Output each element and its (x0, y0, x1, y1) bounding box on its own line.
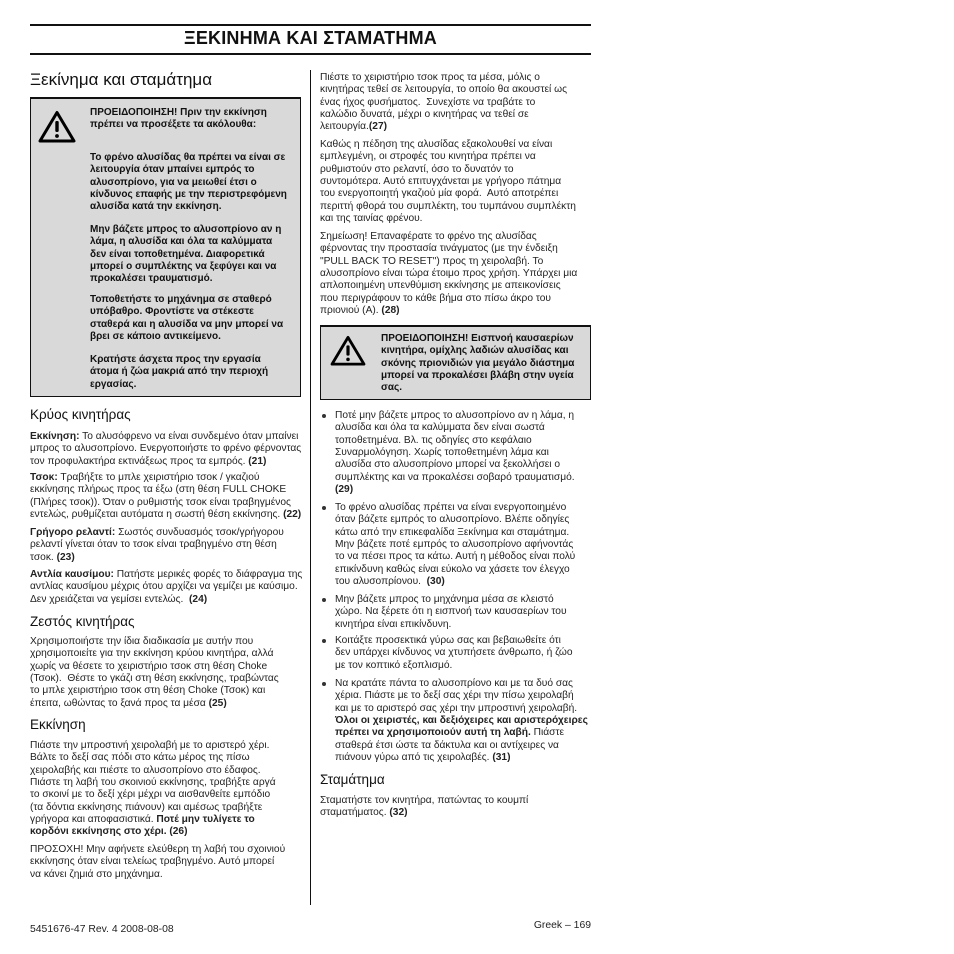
note-paragraph (320, 231, 577, 317)
warning-text: Κρατήστε άσχετα προς την εργασία άτομα ή ζώα μακριά από την περιοχή εργασίας. (90, 354, 269, 390)
list-item-emphasis: Όλοι οι χειριστές, και δεξιόχειρες και αριστερόχειρες πρέπει να χρησιμοποιούν αυτή τη λαβή. (335, 715, 588, 739)
page-title: ΞΕΚΙΝΗΜΑ ΚΑΙ ΣΤΑΜΑΤΗΜΑ (184, 28, 437, 48)
cold-engine-heading: Κρύος κινητήρας (30, 407, 131, 422)
list-item-text: Ποτέ μην βάζετε μπρος το αλυσοπρίονο αν η λάμα, η αλυσίδα και όλα τα καλύμματα δεν είναι σωστά τοποθετημένα. Βλ. τις οδηγίες στο κεφάλαιο Συναρμολόγηση. Χωρίς τοποθετημένη λάμα και αλυσίδα στο αλυσοπρίονο μπορεί να ξεκολλήσει ο συμπλέκτης και να προκαλέσει σοβαρό τραυματισμό. (335, 410, 575, 483)
caution-paragraph: ΠΡΟΣΟΧΗ! Μην αφήνετε ελεύθερη τη λαβή του σχοινιού εκκίνησης όταν είναι τελείως τραβηγμένο. Αυτό μπορεί να κάνει ζημιά στο μηχάνημα. (30, 844, 286, 880)
warm-engine-paragraph (30, 636, 279, 710)
step-label: Γρήγορο ρελαντί: (30, 527, 116, 538)
idle-paragraph: Καθώς η πέδηση της αλυσίδας εξακολουθεί να είναι εμπλεγμένη, οι στροφές του κινητήρα πρέπει να ρυθμιστούν στο ρελαντί, όσο το δυνατόν το συντομότερα. Αυτό επιτυγχάνεται με γρήγορο πάτημα του ενεργοποιητή γκαζιού μία φορά. Αυτό αποτρέπει περιττή φθορά του συμπλέκτη, του τυμπάνου συμπλέκτη και της ταινίας φρένου. (320, 139, 576, 225)
list-item-text: Κοιτάξτε προσεκτικά γύρω σας και βεβαιωθείτε ότι δεν υπάρχει κίνδυνος να χτυπήσετε άνθρωπο, ή ζώο με τον κοπτικό εξοπλισμό. (335, 635, 573, 671)
figure-ref: (27) (368, 121, 388, 133)
figure-ref: (31) (492, 752, 511, 764)
paragraph-text: Χρησιμοποιήστε την ίδια διαδικασία με αυτήν που χρησιμοποιείτε για την εκκίνηση κρύου κινητήρα, αλλά χωρίς να θέσετε το χειριστήριο τσοκ στη θέση Choke (Τσοκ). Θέστε το γκάζι στη θέση εκκίνησης, τραβώντας το μπλε χειριστήριο τσοκ στη θέση Choke (Τσοκ) και έπειτα, ωθώντας το ξανά προς τα μέσα (30, 636, 279, 709)
figure-ref: (23) (56, 551, 75, 563)
step-paragraph (30, 569, 302, 606)
figure-ref: (22) (283, 509, 302, 521)
bullet-icon (322, 598, 326, 602)
figure-ref: (24) (189, 593, 208, 605)
list-item (335, 594, 567, 631)
section-title: Ξεκίνημα και σταμάτημα (30, 70, 213, 89)
stopping-heading: Σταμάτημα (320, 772, 385, 787)
step-label: Τσοκ: (30, 472, 58, 483)
figure-ref: (29) (335, 484, 354, 496)
list-item-text: Να κρατάτε πάντα το αλυσοπρίονο και με τα δυό σας χέρια. Πιάστε με το δεξί σας χέρι την πίσω χειρολαβή και με το αριστερό σας χέρι την μπροστινή χειρολαβή. (335, 678, 578, 714)
figure-ref: (21) (248, 455, 267, 467)
warm-engine-heading: Ζεστός κινητήρας (30, 614, 135, 629)
header-rule-top (30, 24, 591, 26)
paragraph-text: Πιάστε την μπροστινή χειρολαβή με το αριστερό χέρι. Βάλτε το δεξί σας πόδι στο κάτω μέρος της πίσω χειρολαβής και πιέστε το αλυσοπρίονο στο έδαφος. Πιάστε τη λαβή του σκοινιού εκκίνησης, τραβήξτε αργά το σκοινί με το δεξί χέρι μέχρι να αισθανθείτε εμπόδιο (τα δόντια εκκίνησης πιάνουν) και αμέσως τραβήξτε γρήγορα και αποφασιστικά. (30, 740, 276, 826)
list-item (335, 410, 575, 496)
paragraph-text: Πιέστε το χειριστήριο τσοκ προς τα μέσα, μόλις ο κινητήρας τεθεί σε λειτουργία, το οποίο θα ακουστεί ως ένας ήχος φυσήματος. Συνεχίστε να τραβάτε το καλώδιο δυνατά, μέχρι ο κινητήρας να τεθεί σε λειτουργία. (320, 72, 567, 133)
list-item (335, 635, 573, 672)
paragraph-emphasis: Ποτέ μην τυλίγετε το κορδόνι εκκίνησης στο χέρι. (30, 814, 255, 838)
figure-ref: (28) (381, 305, 400, 317)
footer-page-number: Greek – 169 (533, 920, 591, 931)
bullet-icon (322, 414, 326, 418)
paragraph-text: Σταματήστε τον κινητήρα, πατώντας το κουμπί σταματήματος. (320, 795, 529, 819)
list-item-text: Το φρένο αλυσίδας πρέπει να είναι ενεργοποιημένο όταν βάζετε εμπρός το αλυσοπρίονο. Βλέπε οδηγίες κάτω από την επικεφαλίδα Ξεκίνημα και σταμάτημα. Μην βάζετε ποτέ εμπρός το αλυσοπρίονο αφήνοντάς το να πέσει προς τα κάτω. Αυτή η μέθοδος είναι πολύ επικίνδυνη καθώς είναι εύκολο να χάσετε τον έλεγχο του αλυσοπρίονου. (335, 502, 576, 588)
figure-ref: (32) (389, 807, 408, 819)
warning-box (320, 325, 591, 400)
warning-text: ΠΡΟΕΙΔΟΠΟΙΗΣΗ! Πριν την εκκίνηση πρέπει να προσέξετε τα ακόλουθα: (90, 107, 267, 131)
step-paragraph (30, 431, 301, 468)
step-label: Αντλία καυσίμου: (30, 569, 114, 580)
header-rule-bottom (30, 53, 591, 55)
step-label: Εκκίνηση: (30, 431, 80, 442)
step-paragraph (30, 527, 284, 564)
step-text: Πατήστε μερικές φορές το διάφραγμα της αντλίας καυσίμου μέχρις ότου αρχίζει να γεμίζει με καύσιμο. Δεν χρειάζεται να γεμίσει εντελώς. (30, 569, 303, 605)
list-item (335, 678, 588, 764)
bullet-icon (322, 682, 326, 686)
warning-box (30, 97, 301, 397)
warning-text: Τοποθετήστε το μηχάνημα σε σταθερό υπόβαθρο. Φροντίστε να στέκεστε σταθερά και η αλυσίδα να μην μπορεί να βρει σε κάποιο αντικείμενο. (90, 294, 284, 343)
figure-ref: (26) (169, 826, 188, 838)
choke-paragraph (320, 72, 567, 134)
list-item-text: Μην βάζετε μπρος το μηχάνημα μέσα σε κλειστό χώρο. Να ξέρετε ότι η εισπνοή των καυσαερίων του κινητήρα είναι επικίνδυνη. (335, 594, 567, 630)
warning-text: Μην βάζετε μπρος το αλυσοπρίονο αν η λάμα, η αλυσίδα και όλα τα καλύμματα δεν είναι τοποθετημένα. Διαφορετικά μπορεί ο συμπλέκτης να ξεφύγει και να προκαλέσει τραυματισμό. (90, 224, 282, 285)
stopping-paragraph (320, 795, 528, 820)
step-text: Σωστός συνδυασμός τσοκ/γρήγορου ρελαντί γίνεται όταν το τσοκ είναι τραβηγμένο στη θέση τσοκ. (30, 527, 284, 563)
starting-paragraph (30, 740, 276, 839)
warning-text: ΠΡΟΕΙΔΟΠΟΙΗΣΗ! Εισπνοή καυσαερίων κινητήρα, ομίχλης λαδιών αλυσίδας και σκόνης πριονιδιών για μεγάλο διάστημα μπορεί να προκαλέσει βλάβη στην υγεία σας. (381, 333, 575, 394)
bullet-icon (322, 506, 326, 510)
paragraph-text: Σημείωση! Επαναφέρατε το φρένο της αλυσίδας φέρνοντας την προστασία τινάγματος (με την ένδειξη "PULL BACK TO RESET") προς τη χειρολαβή. Το αλυσοπρίονο είναι τώρα έτοιμο προς χρήση. Υπάρχει μια απλοποιημένη υπενθύμιση εκκίνησης με απεικονίσεις που περιγράφουν το κάθε βήμα στο πίσω άκρο του πριονιού (A). (320, 231, 578, 317)
warning-text: Το φρένο αλυσίδας θα πρέπει να είναι σε λειτουργία όταν μπαίνει εμπρός το αλυσοπρίονο, για να μειωθεί έτσι ο κίνδυνος επαφής με την περιστρεφόμενη αλυσίδα κατά την εκκίνηση. (90, 152, 287, 213)
figure-ref: (25) (208, 697, 227, 709)
column-divider (310, 70, 311, 905)
step-text: Το αλυσόφρενο να είναι συνδεμένο όταν μπαίνει μπρος το αλυσοπρίονο. Ενεργοποιήστε το φρένο φέρνοντας τον προφυλακτήρα εκτινάξεως προς τα εμπρός. (30, 431, 302, 467)
warning-icon (330, 335, 366, 366)
list-item-text: Πιάστε σταθερά έτσι ώστε τα δάκτυλα και οι αντίχειρες να πιάνουν γύρω από τις χειρολαβές. (335, 727, 565, 764)
step-text: Τραβήξτε το μπλε χειριστήριο τσοκ / γκαζιού εκκίνησης πλήρως προς τα έξω (στη θέση FULL CHOKE (Πλήρες τσοκ)). Όταν ο ρυθμιστής τσοκ είναι τραβηγμένος εντελώς, ρυθμίζεται αυτόματα η σωστή θέση εκκίνησης. (30, 472, 291, 521)
starting-heading: Εκκίνηση (30, 717, 86, 732)
footer-doc-number: 5451676-47 Rev. 4 2008-08-08 (30, 924, 174, 935)
step-paragraph (30, 472, 301, 521)
bullet-icon (322, 639, 326, 643)
list-item (335, 502, 575, 588)
warning-icon (38, 110, 76, 143)
figure-ref: (30) (426, 576, 445, 588)
